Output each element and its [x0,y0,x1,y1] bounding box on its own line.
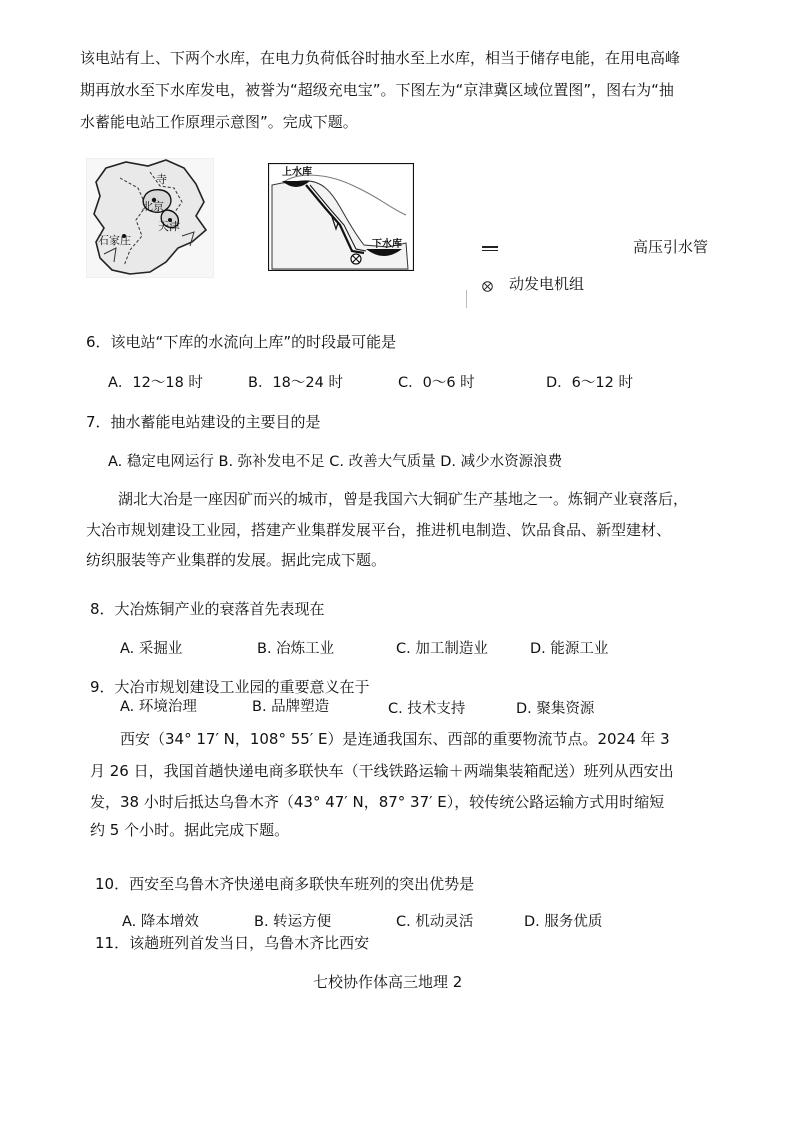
pipe-legend-icon-line [482,250,498,251]
q8-option-d: D. 能源工业 [530,641,609,657]
map-label-tianjin: 天津 [158,220,180,233]
q10-option-b: B. 转运方便 [254,914,332,930]
q6-stem: 6．该电站“下库的水流向上库”的时段最可能是 [86,333,397,351]
page-footer: 七校协作体高三地理 2 [313,973,463,991]
jingjinji-map [86,158,214,282]
divider [466,290,467,308]
q7-options: A. 稳定电网运行 B. 弥补发电不足 C. 改善大气质量 D. 减少水资源浪费 [108,454,563,470]
intro-line-3: 水蓄能电站工作原理示意图”。完成下题。 [80,113,358,131]
passage2-line-2: 大冶市规划建设工业园，搭建产业集群发展平台，推进机电制造、饮品食品、新型建材、 [86,521,672,539]
passage3-line-1: 西安（34° 17′ N，108° 55′ E）是连通我国东、西部的重要物流节点。2024 年 3 [120,730,670,748]
q7-stem: 7．抽水蓄能电站建设的主要目的是 [86,413,321,431]
q10-option-d: D. 服务优质 [524,914,603,930]
q10-option-a: A. 降本增效 [122,914,199,930]
lower-reservoir-label: 下水库 [372,239,402,250]
passage2-line-3: 纺织服装等产业集群的发展。据此完成下题。 [86,551,387,569]
q9-option-d: D. 聚集资源 [516,701,595,717]
q8-option-a: A. 采掘业 [120,641,183,657]
pumped-storage-diagram [268,163,414,275]
upper-reservoir-label: 上水库 [282,167,312,178]
q8-option-b: B. 冶炼工业 [257,641,335,657]
passage3-line-2: 月 26 日，我国首趟快递电商多联快车（干线铁路运输＋两端集装箱配送）班列从西安出 [90,762,674,780]
q11-stem: 11．该趟班列首发当日，乌鲁木齐比西安 [95,934,370,952]
passage2-line-1: 湖北大冶是一座因矿而兴的城市，曾是我国六大铜矿生产基地之一。炼铜产业衰落后， [118,490,689,508]
q6-option-d: D．6～12 时 [546,375,633,391]
pipe-legend-label: 高压引水管 [633,238,709,256]
q10-option-c: C. 机动灵活 [396,914,474,930]
q6-option-b: B．18～24 时 [248,375,343,391]
generator-legend-icon [482,277,493,288]
q8-option-c: C. 加工制造业 [396,641,488,657]
pipe-legend-icon [482,246,498,248]
q9-option-c: C. 技术支持 [388,701,466,717]
q9-option-b: B. 品牌塑造 [252,699,330,715]
q10-stem: 10．西安至乌鲁木齐快递电商多联快车班列的突出优势是 [95,875,475,893]
generator-legend-label: 动发电机组 [509,275,585,293]
map-label-a: 寺 [156,173,167,186]
q8-stem: 8．大冶炼铜产业的衰落首先表现在 [90,600,325,618]
q9-option-a: A. 环境治理 [120,699,197,715]
map-label-shijiazhuang: 石家庄 [98,234,131,247]
passage3-line-4: 约 5 个小时。据此完成下题。 [90,821,290,839]
map-label-beijing: 北京 [142,200,164,213]
q6-option-a: A．12～18 时 [108,375,203,391]
q6-option-c: C．0～6 时 [398,375,475,391]
q9-stem: 9．大冶市规划建设工业园的重要意义在于 [90,678,370,696]
intro-line-2: 期再放水至下水库发电，被誉为“超级充电宝”。下图左为“京津冀区域位置图”，图右为“抽 [80,81,674,99]
intro-line-1: 该电站有上、下两个水库，在电力负荷低谷时抽水至上水库，相当于储存电能，在用电高峰 [80,49,681,67]
passage3-line-3: 发，38 小时后抵达乌鲁木齐（43° 47′ N，87° 37′ E），较传统公路运输方式用时缩短 [90,793,665,811]
